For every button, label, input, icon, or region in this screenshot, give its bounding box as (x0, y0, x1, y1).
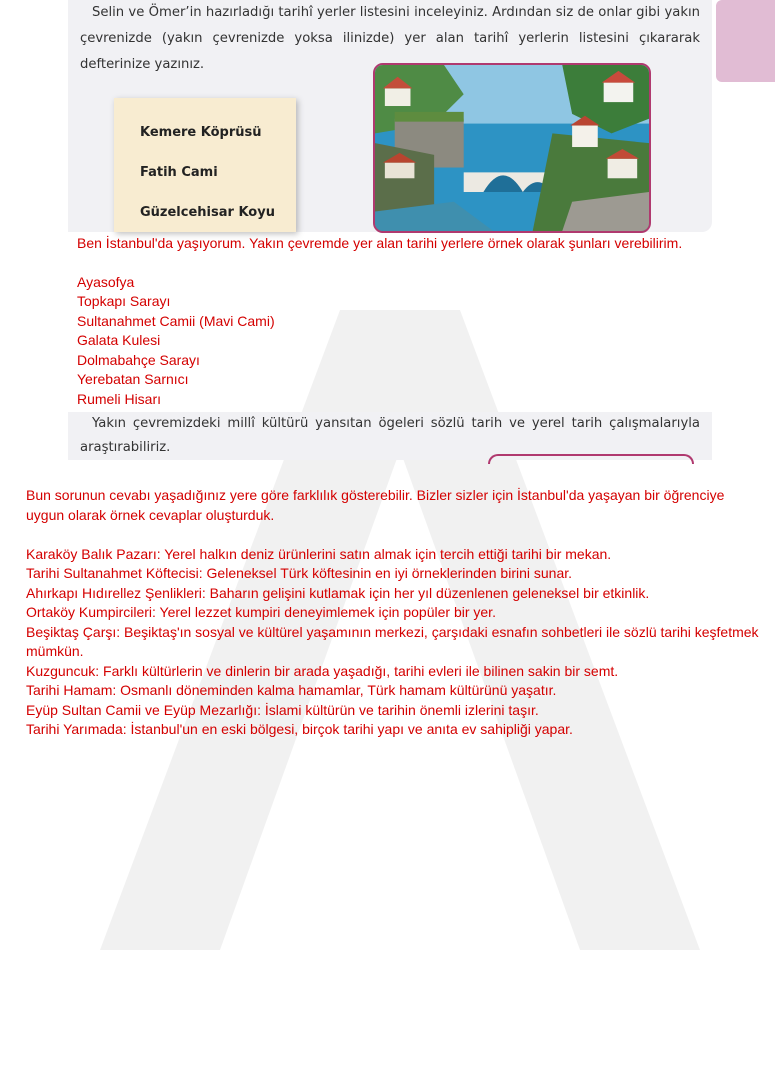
historic-place-item: Ayasofya (77, 273, 135, 290)
cut-image-frame (488, 454, 694, 464)
historic-place-item: Galata Kulesi (77, 332, 161, 348)
page-tab (716, 0, 775, 82)
note-item: Fatih Cami (140, 165, 218, 180)
local-culture-item: Eyüp Sultan Camii ve Eyüp Mezarlığı: İslami kültürün ve tarihin önemli izlerini taşır. (26, 701, 539, 718)
coastal-bridge-photo (373, 63, 651, 233)
historic-place-item: Rumeli Hisarı (77, 390, 162, 407)
local-culture-item: Tarihi Yarımada: İstanbul'un en eski bölgesi, birçok tarihi yapı ve anıta ev sahipliği yapar. (26, 721, 573, 737)
answer1-list (77, 273, 757, 410)
local-culture-item: Tarihi Sultanahmet Köftecisi: Geleneksel Türk köftesinin en iyi örneklerinden birini sunar. (26, 565, 573, 581)
historic-place-item: Sultanahmet Camii (Mavi Cami) (77, 312, 275, 329)
activity-instructions: Selin ve Ömer’in hazırladığı tarihî yerler listesini inceleyiniz. Ardından siz de onlar gibi yakın çevrenizde (yakın çevrenizde yoksa ilinizde) yer alan tarihî yerlerin listesini çıkararak defterinize yazınız. (80, 5, 700, 72)
historic-place-item: Dolmabahçe Sarayı (77, 351, 200, 368)
answer-historic-places (77, 234, 757, 409)
local-culture-item: Ahırkapı Hıdırellez Şenlikleri: Baharın gelişini kutlamak için her yıl düzenlenen geleneksel bir etkinlik. (26, 584, 650, 601)
note-item: Kemere Köprüsü (140, 125, 262, 140)
answer1-lead: Ben İstanbul'da yaşıyorum. Yakın çevremde yer alan tarihi yerlere örnek olarak şunları verebilirim. (77, 235, 683, 251)
historic-places-list (114, 98, 296, 242)
note-card (114, 98, 296, 232)
local-culture-item: Kuzguncuk: Farklı kültürlerin ve dinlerin bir arada yaşadığı, tarihi evleri ile bilinen sakin bir semt. (26, 662, 619, 679)
local-culture-item: Karaköy Balık Pazarı: Yerel halkın deniz ürünlerini satın almak için tercih ettiği tarihi bir mekan. (26, 545, 612, 562)
note-item: Güzelcehisar Koyu (140, 205, 275, 220)
answer2-lead: Bun sorunun cevabı yaşadığınız yere göre farklılık gösterebilir. Bizler sizler için İstanbul'da yaşayan bir öğrenciye uygun olarak örnek cevaplar oluşturduk. (26, 487, 725, 523)
local-culture-item: Ortaköy Kumpircileri: Yerel lezzet kumpiri deneyimlemek için popüler bir yer. (26, 604, 496, 620)
answer2-list (26, 545, 766, 740)
answer-local-culture (26, 486, 766, 740)
local-culture-item: Beşiktaş Çarşı: Beşiktaş'ın sosyal ve kültürel yaşamının merkezi, çarşıdaki esnafın sohbetleri ile sözlü tarihi keşfetmek mümkün. (26, 623, 759, 659)
textbook-paragraph: Yakın çevremizdeki millî kültürü yansıtan ögeleri sözlü tarih ve yerel tarih çalışmalarıyla araştırabiliriz. (80, 416, 700, 455)
historic-place-item: Yerebatan Sarnıcı (77, 371, 189, 387)
historic-place-item: Topkapı Sarayı (77, 293, 171, 309)
local-culture-item: Tarihi Hamam: Osmanlı döneminden kalma hamamlar, Türk hamam kültürünü yaşatır. (26, 682, 557, 698)
